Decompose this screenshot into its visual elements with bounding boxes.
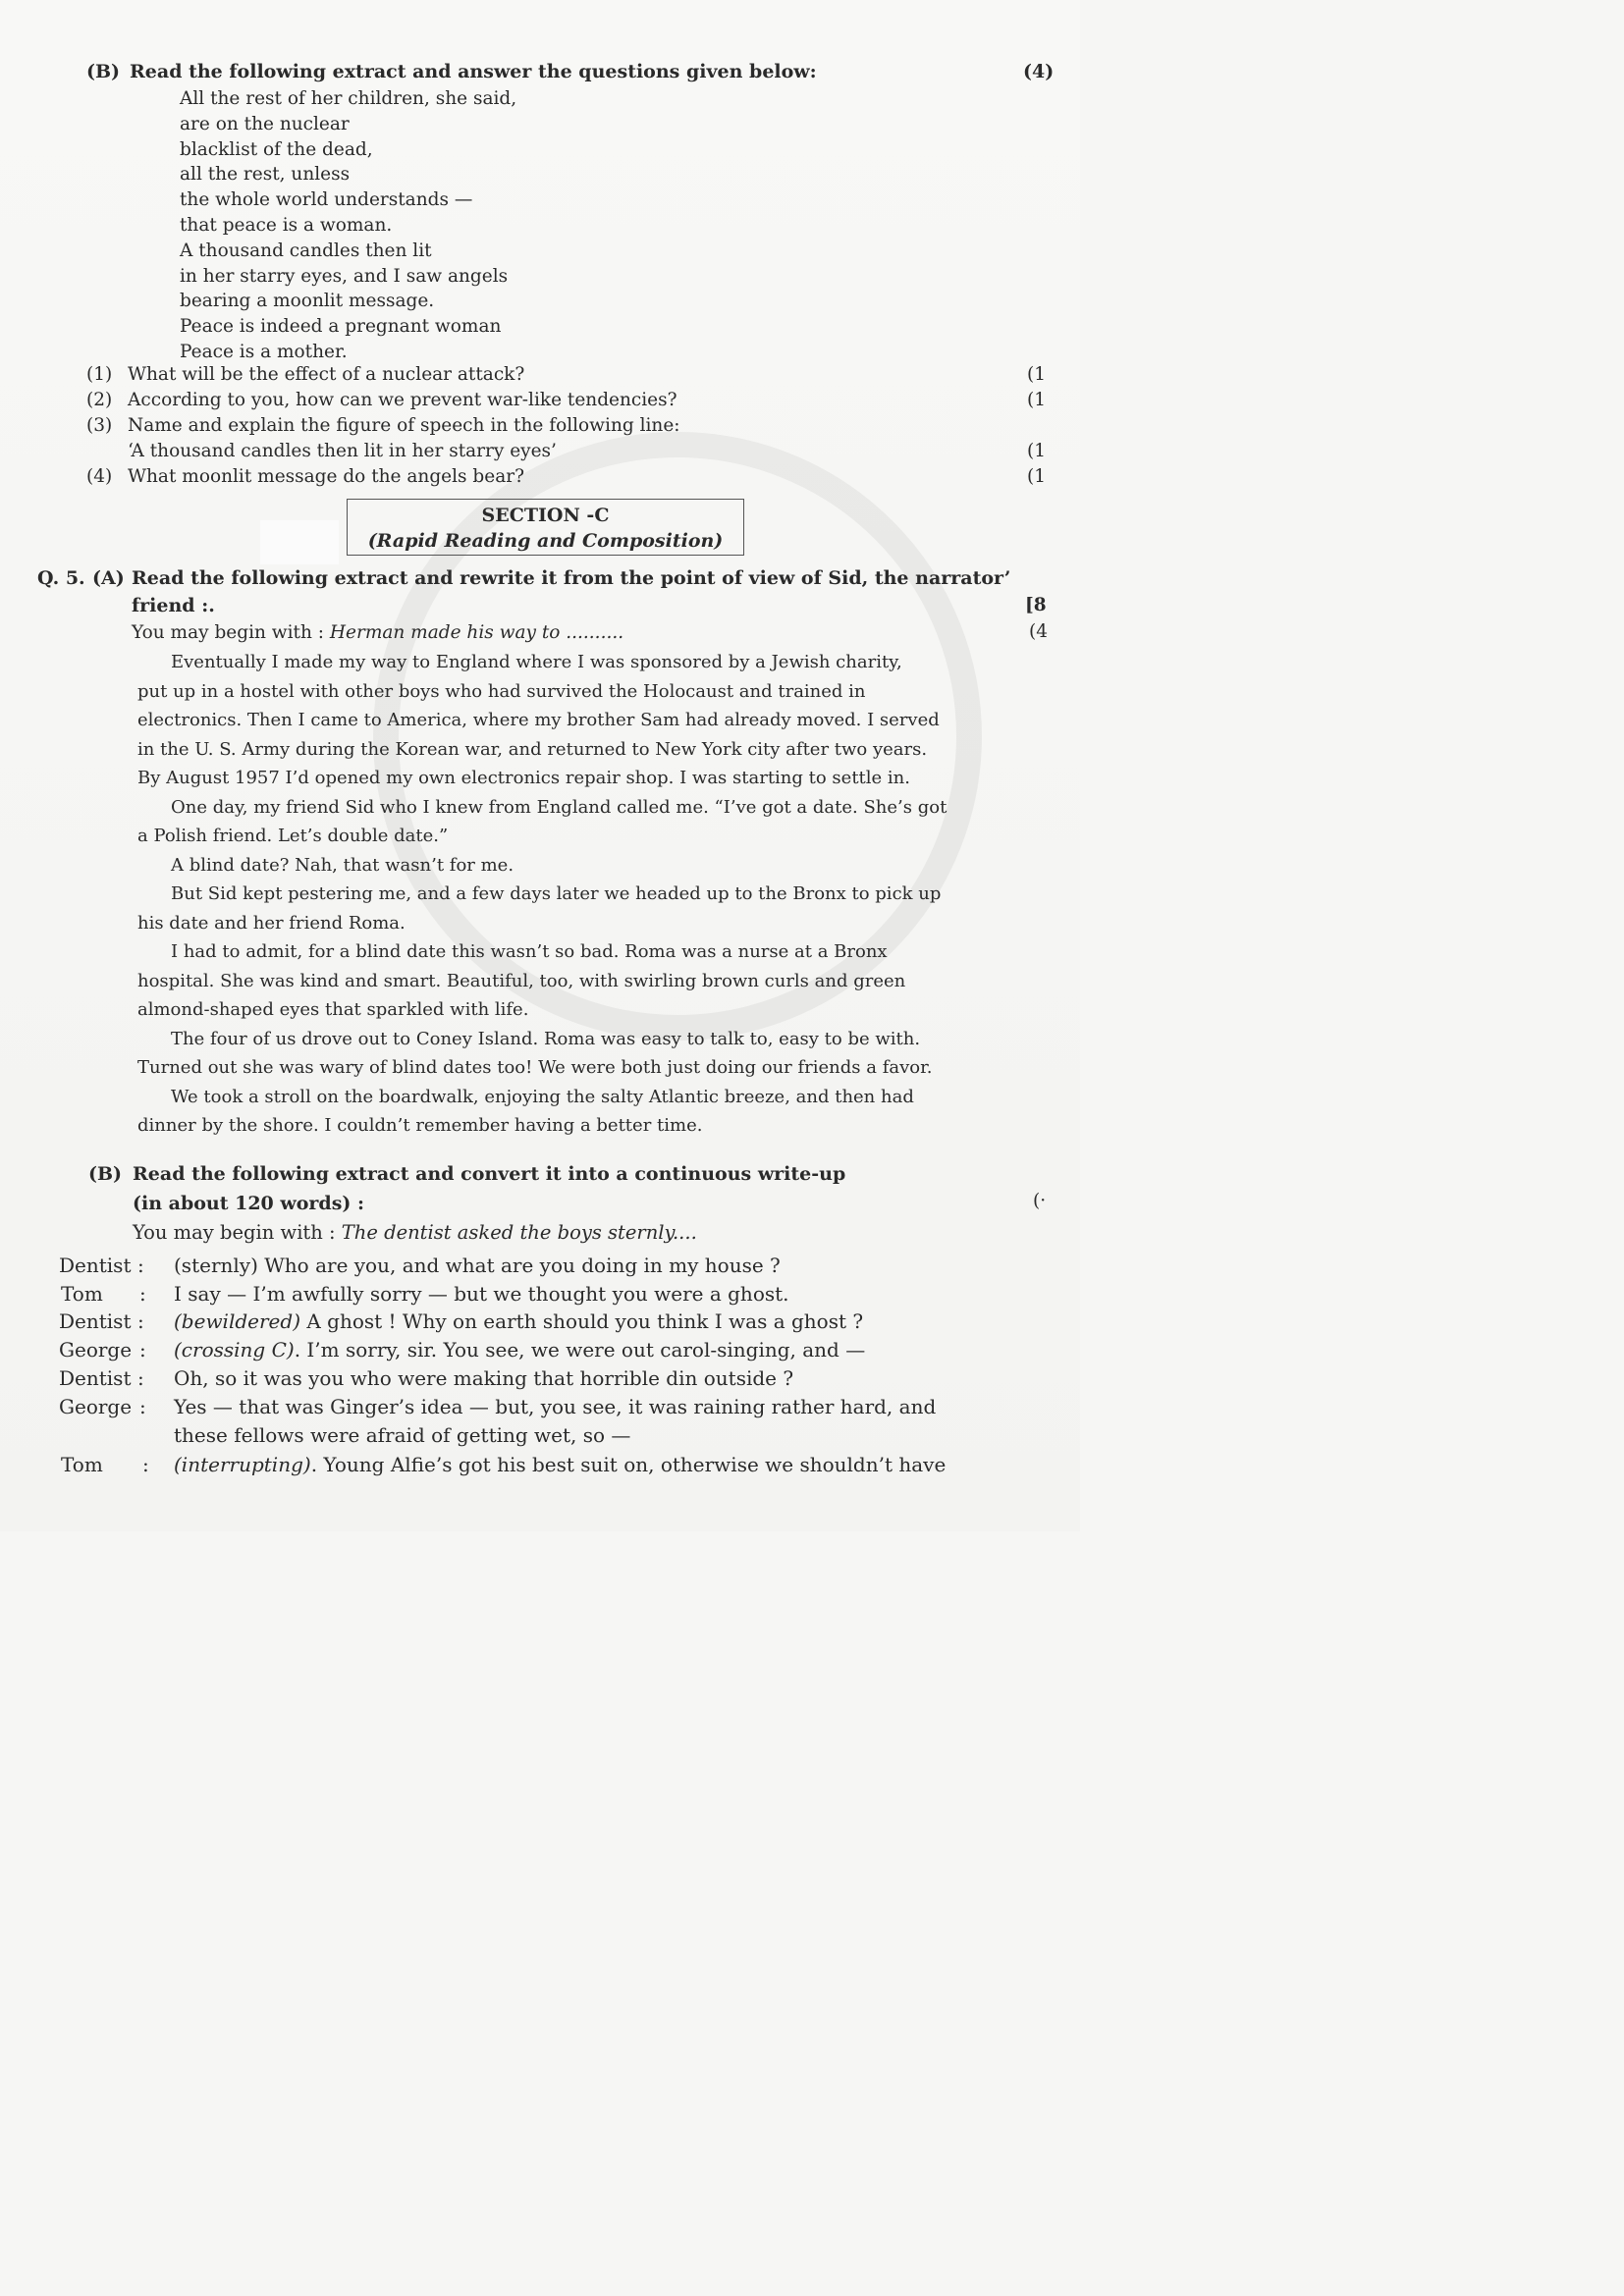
stage-direction: (sternly) [174,1254,258,1277]
question-instruction: Read the following extract and rewrite it from the point of view of Sid, the narrator’ [132,567,1011,589]
question-marks: (4) [1023,61,1055,82]
prose-line: I had to admit, for a blind date this wasn’t so bad. Roma was a nurse at a Bronx [171,941,888,962]
poem-line: A thousand candles then lit [180,240,432,261]
question-marks: (4 [1029,621,1048,642]
begin-with-line [132,622,623,643]
prose-line: dinner by the shore. I couldn’t remember having a better time. [137,1115,703,1136]
poem-line: Peace is indeed a pregnant woman [180,316,502,338]
speaker-name: Tom [61,1453,103,1476]
prose-line: electronics. Then I came to America, where my brother Sam had already moved. I served [137,710,940,730]
sub-question-number: (4) [86,466,113,487]
prose-line: Turned out she was wary of blind dates too! We were both just doing our friends a favor. [137,1057,933,1078]
dialogue-line [174,1453,946,1476]
sub-question-marks: (1 [1027,364,1046,385]
speaker-name: Dentist [59,1254,132,1277]
question-instruction-cont: friend :. [132,595,215,616]
stage-direction: (interrupting) [174,1453,311,1476]
dialogue-text: A ghost ! Why on earth should you think I was a ghost ? [300,1309,864,1333]
speaker-separator: : [137,1254,144,1277]
prose-line: A blind date? Nah, that wasn’t for me. [171,854,514,876]
question-total-marks: [8 [1025,595,1047,615]
sub-question-marks: (1 [1027,466,1046,487]
sub-question-text: Name and explain the figure of speech in the following line: [128,415,680,436]
begin-with-text: Herman made his way to .......... [329,622,624,643]
prose-line: put up in a hostel with other boys who had survived the Holocaust and trained in [137,680,866,702]
dialogue-continuation: these fellows were afraid of getting wet, so — [174,1423,631,1447]
stage-direction: (bewildered) [174,1309,300,1333]
section-c-header [347,499,744,556]
sub-question-number: (1) [86,364,113,385]
begin-with-prefix: You may begin with : [133,1221,342,1244]
question-marks: (· [1033,1191,1047,1211]
speaker-separator: : [137,1309,144,1333]
speaker-name: George [59,1395,133,1418]
prose-line: But Sid kept pestering me, and a few days later we headed up to the Bronx to pick up [171,883,942,904]
poem-line: are on the nuclear [180,113,350,134]
sub-question-marks: (1 [1027,441,1046,461]
speaker-separator: : [137,1366,144,1390]
prose-line: One day, my friend Sid who I knew from England called me. “I’ve got a date. She’s got [171,796,947,818]
prose-line: hospital. She was kind and smart. Beautiful, too, with swirling brown curls and green [137,970,906,991]
prose-line: Eventually I made my way to England where I was sponsored by a Jewish charity, [171,652,902,672]
question-label: (A) [92,567,125,589]
poem-line: the whole world understands — [180,189,473,211]
question-label: (B) [86,61,121,82]
speaker-separator: : [139,1338,146,1362]
question-instruction: Read the following extract and convert it into a continuous write-up [133,1163,846,1185]
sub-question-number: (2) [86,390,113,410]
poem-line: that peace is a woman. [180,214,393,236]
poem-line: Peace is a mother. [180,341,348,362]
speaker-separator: : [142,1453,149,1476]
speaker-name: Dentist [59,1309,132,1333]
question-instruction-cont: (in about 120 words) : [133,1193,365,1214]
dialogue-text: Yes — that was Ginger’s idea — but, you see, it was raining rather hard, and [174,1395,937,1418]
begin-with-line [133,1221,697,1244]
poem-line: in her starry eyes, and I saw angels [180,265,509,287]
speaker-name: George [59,1338,133,1362]
dialogue-text: Who are you, and what are you doing in my house ? [257,1254,781,1277]
poem-line: all the rest, unless [180,164,351,186]
sub-question-text: What moonlit message do the angels bear? [128,466,524,487]
question-instruction: Read the following extract and answer the questions given below: [130,61,817,82]
poem-extract [180,86,516,365]
speaker-name: Tom [61,1282,103,1306]
begin-with-text: The dentist asked the boys sternly.... [341,1221,697,1244]
scan-smudge [260,520,339,564]
sub-question-quote: ‘A thousand candles then lit in her starry eyes’ [128,441,557,461]
question-label: (B) [88,1163,123,1185]
prose-line: By August 1957 I’d opened my own electronics repair shop. I was starting to settle in. [137,768,910,788]
sub-question-text: According to you, how can we prevent war-like tendencies? [128,390,677,410]
section-title: SECTION -C [481,505,610,526]
prose-line: a Polish friend. Let’s double date.” [137,826,449,846]
speaker-separator: : [139,1282,146,1306]
stage-direction: (crossing C) [174,1338,295,1362]
dialogue-line [174,1338,865,1362]
dialogue-text: . I’m sorry, sir. You see, we were out carol-singing, and — [294,1338,866,1362]
speaker-separator: : [139,1395,146,1418]
poem-line: bearing a moonlit message. [180,291,435,312]
section-subtitle: (Rapid Reading and Composition) [367,530,724,552]
speaker-name: Dentist [59,1366,132,1390]
dialogue-line [174,1282,789,1306]
prose-line: almond-shaped eyes that sparkled with life. [137,999,529,1020]
dialogue-line [174,1395,936,1418]
dialogue-text: Oh, so it was you who were making that horrible din outside ? [174,1366,794,1390]
question-number: Q. 5. [37,567,85,589]
narrative-extract [137,648,947,1141]
dialogue-line [174,1309,863,1333]
sub-question-number: (3) [86,415,113,436]
dialogue-text: . Young Alfie’s got his best suit on, otherwise we shouldn’t have [310,1453,947,1476]
dialogue-line [174,1254,781,1277]
dialogue-text: I say — I’m awfully sorry — but we thought you were a ghost. [174,1282,789,1306]
poem-line: All the rest of her children, she said, [180,88,517,109]
sub-question-marks: (1 [1027,390,1046,410]
prose-line: in the U. S. Army during the Korean war, and returned to New York city after two years. [137,738,928,760]
sub-question-text: What will be the effect of a nuclear attack? [128,364,525,385]
prose-line: The four of us drove out to Coney Island. Roma was easy to talk to, easy to be with. [171,1028,921,1049]
prose-line: We took a stroll on the boardwalk, enjoying the salty Atlantic breeze, and then had [171,1086,914,1107]
prose-line: his date and her friend Roma. [137,912,406,934]
exam-page [0,0,1080,1531]
begin-with-prefix: You may begin with : [132,622,330,643]
dialogue-line [174,1366,793,1390]
poem-line: blacklist of the dead, [180,138,373,160]
